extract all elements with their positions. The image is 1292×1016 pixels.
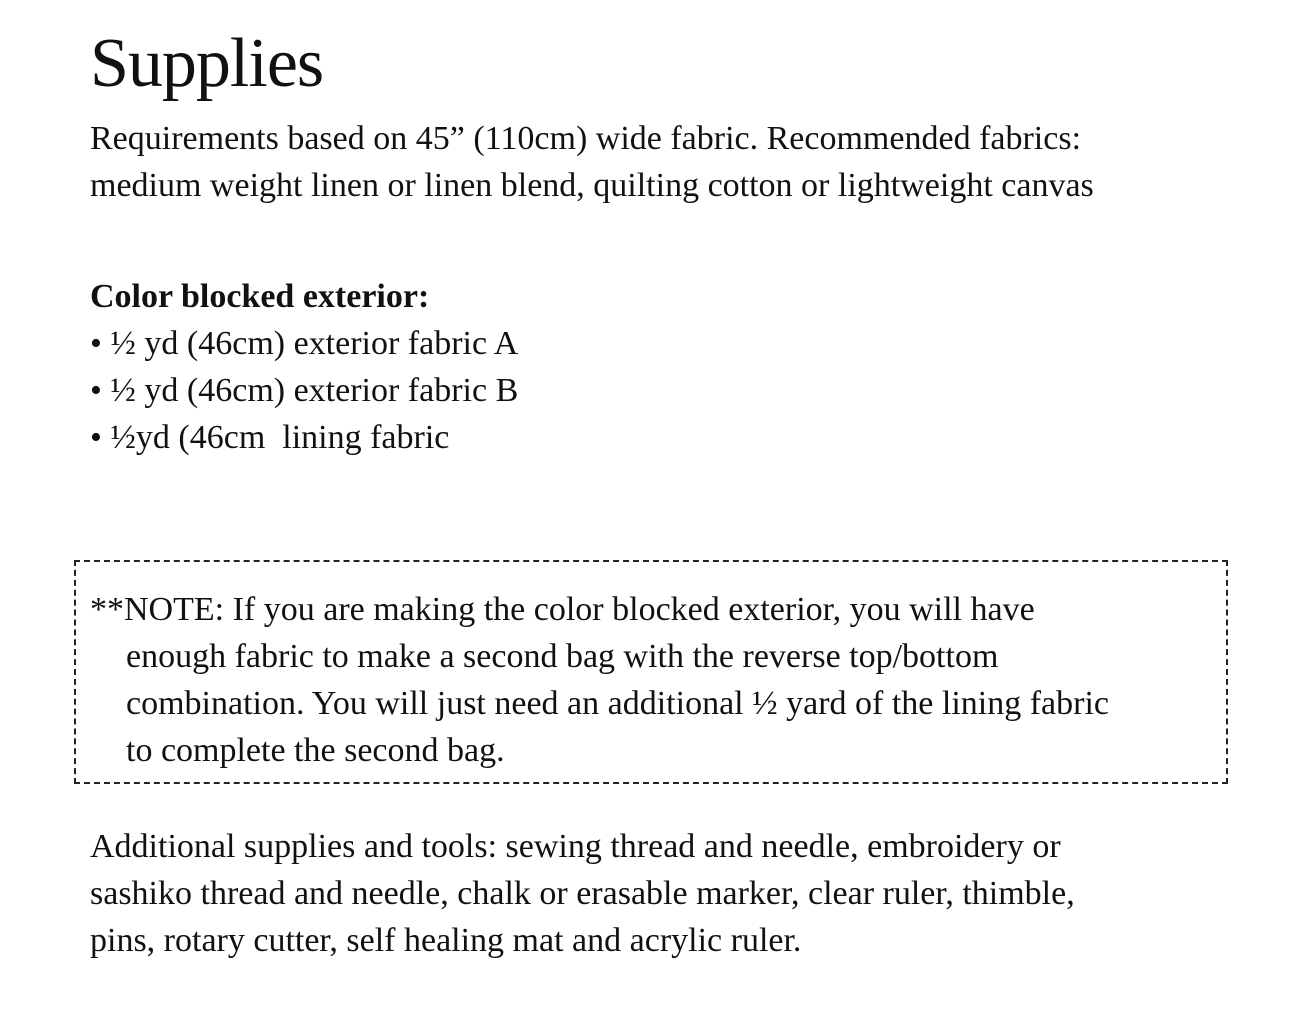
fabric-requirements-intro [90,115,1270,209]
intro-line: Requirements based on 45” (110cm) wide fabric. Recommended fabrics: [90,120,1082,157]
additional-line: pins, rotary cutter, self healing mat and acrylic ruler. [90,922,802,959]
note-line: **NOTE: If you are making the color blocked exterior, you will have [90,591,1035,628]
page-title: Supplies [90,25,324,102]
color-blocked-exterior-section [90,273,518,461]
list-item: • ½yd (46cm lining fabric [90,419,450,456]
additional-supplies [90,823,1270,964]
additional-line: sashiko thread and needle, chalk or erasable marker, clear ruler, thimble, [90,875,1075,912]
list-item: • ½ yd (46cm) exterior fabric B [90,372,519,409]
supply-list [90,320,518,461]
additional-line: Additional supplies and tools: sewing thread and needle, embroidery or [90,828,1061,865]
note-text [90,586,1220,774]
list-item: • ½ yd (46cm) exterior fabric A [90,325,519,362]
intro-line: medium weight linen or linen blend, quilting cotton or lightweight canvas [90,167,1094,204]
note-box [74,560,1228,784]
section-heading: Color blocked exterior: [90,278,430,315]
note-line: combination. You will just need an additional ½ yard of the lining fabric [126,685,1109,722]
note-line: to complete the second bag. [126,732,505,769]
note-line: enough fabric to make a second bag with the reverse top/bottom [126,638,999,675]
